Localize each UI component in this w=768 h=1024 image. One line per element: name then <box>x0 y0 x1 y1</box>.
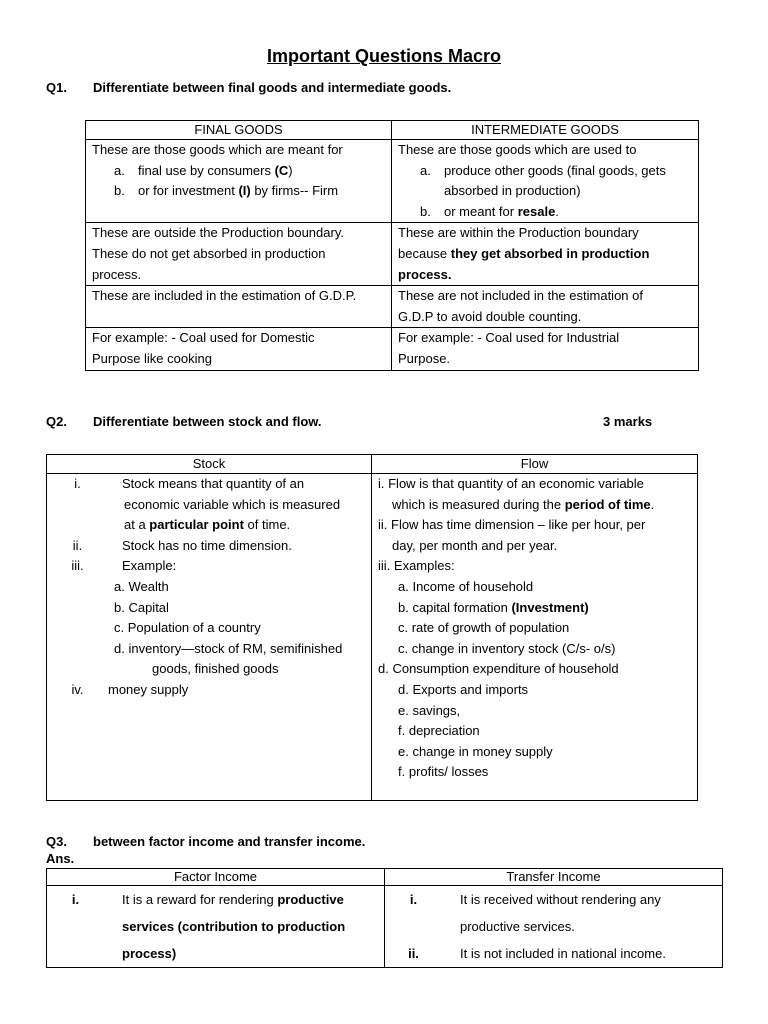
list-item-continuation: day, per month and per year. <box>392 537 558 553</box>
cell-text: For example: - Coal used for Domestic <box>92 330 315 346</box>
roman-numeral: i. <box>71 892 80 907</box>
question-number: Q1. <box>46 80 67 95</box>
list-item: a. final use by consumers (C) <box>114 162 293 178</box>
factor-vs-transfer-table <box>46 868 723 968</box>
stock-cell <box>47 474 372 801</box>
table-cell <box>392 328 699 370</box>
cell-text: G.D.P to avoid double counting. <box>398 308 582 324</box>
roman-numeral: i. <box>409 892 418 907</box>
table-row <box>86 328 699 370</box>
text: Flow is that quantity of an economic variable <box>384 476 644 491</box>
list-item: b. or meant for resale. <box>420 203 559 219</box>
bold-text: (I) <box>238 183 251 199</box>
roman-numeral: i. <box>378 476 385 491</box>
flow-cell <box>372 474 698 801</box>
example-item: d. Exports and imports <box>398 681 529 697</box>
text: final use by consumers <box>138 162 275 178</box>
list-item <box>55 556 365 577</box>
bold-text: services (contribution to production <box>122 919 346 934</box>
text: which is measured during the <box>392 496 565 512</box>
list-item-continuation: productive services. <box>460 919 575 934</box>
example-item: d. Consumption expenditure of household <box>378 661 619 677</box>
bold-text: resale <box>517 203 556 219</box>
text: Flow has time dimension – like per hour, per <box>387 517 646 533</box>
list-item: b. or for investment (I) by firms-- Firm <box>114 183 339 199</box>
bold-text: particular point <box>149 517 244 533</box>
table-header-row <box>47 455 698 474</box>
list-item <box>391 940 716 967</box>
question-text: Differentiate between stock and flow. <box>93 414 322 429</box>
text: Example: <box>122 558 177 574</box>
header-intermediate-goods: INTERMEDIATE GOODS <box>392 121 699 140</box>
list-item: a. produce other goods (final goods, gets <box>420 162 666 178</box>
list-item-continuation: economic variable which is measured <box>124 496 341 512</box>
table-header-row <box>47 869 723 886</box>
header-stock: Stock <box>47 455 372 474</box>
list-item <box>55 680 365 701</box>
cell-text: For example: - Coal used for Industrial <box>398 330 620 346</box>
header-transfer-income: Transfer Income <box>385 869 723 886</box>
cell-text: Purpose like cooking <box>92 350 212 366</box>
header-flow: Flow <box>372 455 698 474</box>
text: It is a reward for rendering <box>122 892 278 907</box>
bold-text: (Investment) <box>511 599 589 615</box>
text: b. capital formation <box>398 599 512 615</box>
table-cell <box>86 286 392 328</box>
question-text: between factor income and transfer income. <box>93 834 366 849</box>
cell-text: Purpose. <box>398 350 451 366</box>
cell-text: These do not get absorbed in production <box>92 245 326 261</box>
cell-text: process. <box>92 266 142 282</box>
roman-numeral: iii. <box>378 558 391 574</box>
question-number: Q3. <box>46 834 67 849</box>
roman-numeral: iii. <box>71 558 84 574</box>
question-number: Q2. <box>46 414 67 429</box>
list-item <box>378 556 691 577</box>
example-item <box>378 598 691 619</box>
example-item: c. change in inventory stock (C/s- o/s) <box>398 640 616 656</box>
table-row <box>47 474 698 801</box>
text: . <box>555 203 559 219</box>
table-cell <box>392 223 699 286</box>
text: money supply <box>108 681 189 697</box>
example-item: c. rate of growth of population <box>398 620 570 636</box>
list-item <box>55 536 365 557</box>
table-cell <box>86 140 392 223</box>
roman-numeral: ii. <box>378 517 388 533</box>
example-item-continuation: goods, finished goods <box>152 661 279 677</box>
text: or meant for <box>444 203 518 219</box>
table-cell <box>392 286 699 328</box>
question-1 <box>46 80 746 98</box>
text: ) <box>288 162 293 178</box>
text: Stock has no time dimension. <box>122 537 292 553</box>
header-final-goods: FINAL GOODS <box>86 121 392 140</box>
question-2 <box>46 414 726 432</box>
bold-text: they get absorbed in production <box>450 245 650 261</box>
table-cell <box>392 140 699 223</box>
list-item <box>53 886 378 913</box>
bold-text: productive <box>277 892 344 907</box>
question-text: Differentiate between final goods and intermediate goods. <box>93 80 452 95</box>
text: of time. <box>243 517 291 533</box>
header-factor-income: Factor Income <box>47 869 385 886</box>
roman-numeral: iv. <box>71 681 84 697</box>
example-item: a. Wealth <box>114 578 169 594</box>
example-item: c. Population of a country <box>114 620 261 636</box>
list-item <box>55 474 365 495</box>
cell-text: These are within the Production boundary <box>398 225 639 241</box>
final-vs-intermediate-table <box>85 120 699 371</box>
text: produce other goods (final goods, gets <box>444 162 666 178</box>
bold-text: process. <box>398 266 452 282</box>
roman-numeral: i. <box>74 476 81 491</box>
list-item-continuation <box>378 495 691 516</box>
cell-text <box>398 244 692 265</box>
list-item <box>378 515 691 536</box>
roman-numeral: ii. <box>72 537 83 553</box>
cell-text: These are outside the Production boundary. <box>92 225 344 241</box>
table-cell <box>86 328 392 370</box>
cell-text: These are included in the estimation of G.D.P. <box>92 288 357 304</box>
marks-label: 3 marks <box>603 414 653 429</box>
example-item: a. Income of household <box>398 578 534 594</box>
text: . <box>650 496 655 512</box>
text: Stock means that quantity of an <box>122 476 305 491</box>
cell-text: These are those goods which are used to <box>398 142 637 157</box>
example-item: f. depreciation <box>398 723 480 739</box>
table-header-row <box>86 121 699 140</box>
table-row <box>86 140 699 223</box>
cell-text: These are those goods which are meant for <box>92 142 343 157</box>
example-item: e. savings, <box>398 702 461 718</box>
table-row <box>86 223 699 286</box>
table-row <box>47 886 723 968</box>
example-item: d. inventory—stock of RM, semifinished <box>114 640 343 656</box>
roman-numeral: ii. <box>408 946 419 961</box>
example-item: f. profits/ losses <box>398 764 489 780</box>
example-item: b. Capital <box>114 599 169 615</box>
text: Examples: <box>390 558 455 574</box>
list-item-continuation: absorbed in production) <box>444 183 581 199</box>
text: at a <box>124 517 150 533</box>
question-3 <box>46 834 726 852</box>
stock-vs-flow-table <box>46 454 698 801</box>
text: because <box>398 245 451 261</box>
list-item <box>391 886 716 913</box>
factor-income-cell <box>47 886 385 968</box>
answer-label: Ans. <box>46 851 75 866</box>
list-item-continuation <box>55 515 365 536</box>
page-title: Important Questions Macro <box>266 46 502 66</box>
text: It is received without rendering any <box>460 892 661 907</box>
cell-text: These are not included in the estimation of <box>398 288 643 304</box>
bold-text: period of time <box>564 496 651 512</box>
bold-text: process) <box>122 946 177 961</box>
table-row <box>86 286 699 328</box>
text: or for investment <box>138 183 239 199</box>
example-item: e. change in money supply <box>398 743 553 759</box>
text: by firms-- Firm <box>250 183 339 199</box>
text: It is not included in national income. <box>460 946 666 961</box>
bold-text: (C <box>274 162 289 178</box>
list-item <box>378 474 691 495</box>
transfer-income-cell <box>385 886 723 968</box>
table-cell <box>86 223 392 286</box>
